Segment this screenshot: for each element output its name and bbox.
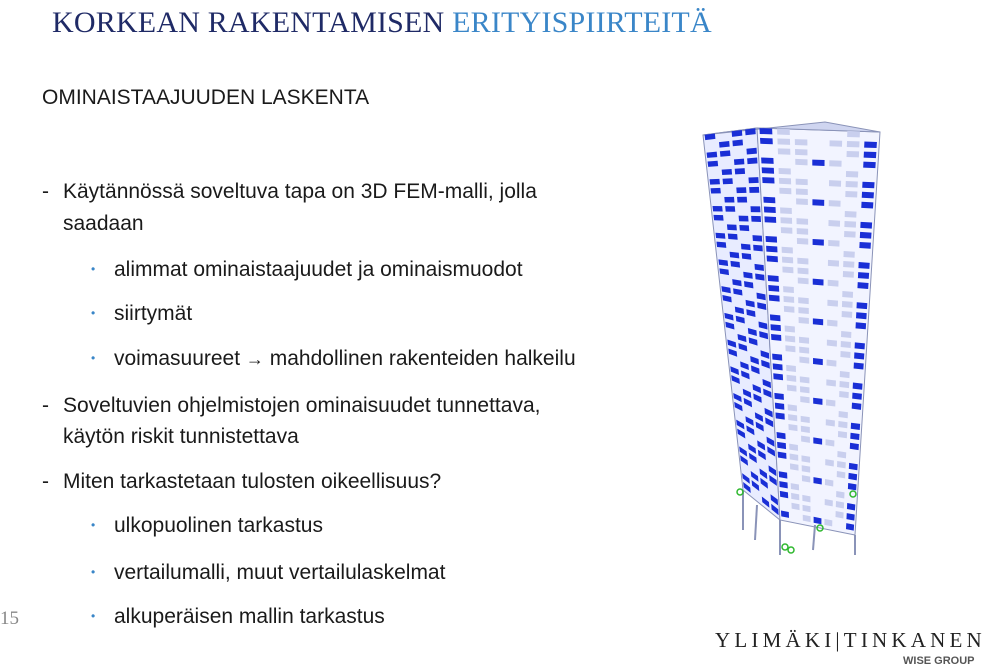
bullet-icon: • [91,351,96,365]
title-part1: KORKEAN RAKENTAMISEN [52,6,445,39]
company-logo [715,628,986,672]
fem-building-model-icon [695,110,890,560]
logo-name-left: YLIMÄKI [715,628,836,652]
bullet-icon: • [91,565,96,579]
slide-subtitle: OMINAISTAAJUUDEN LASKENTA [42,86,370,109]
dash-marker: - [42,180,49,203]
item-text-line1: Käytännössä soveltuva tapa on 3D FEM-malli, jolla [63,180,537,203]
logo-name-right: TINKANEN [843,628,986,652]
item-text-before: voimasuureet [114,347,241,370]
title-part2: ERITYISPIIRTEITÄ [452,6,712,39]
logo-wordmark [715,628,986,653]
item-text-line2: käytön riskit tunnistettava [63,425,299,448]
item-text: vertailumalli, muut vertailulaskelmat [114,561,446,584]
item-text: alkuperäisen mallin tarkastus [114,605,385,628]
logo-group-label: WISE GROUP [903,655,975,667]
item-text: siirtymät [114,302,193,325]
slide-title [52,6,712,40]
arrow-right-icon: → [245,349,264,369]
item-text-after: mahdollinen rakenteiden halkeilu [269,347,576,370]
dash-marker: - [42,470,49,493]
item-text: alimmat ominaistaajuudet ja ominaismuodot [114,258,523,281]
dash-marker: - [42,394,49,417]
bullet-icon: • [91,262,96,276]
item-text: ulkopuolinen tarkastus [114,514,323,537]
logo-separator: | [835,628,844,652]
item-text: Miten tarkastetaan tulosten oikeellisuus? [63,470,442,493]
bullet-icon: • [91,609,96,623]
item-text [114,343,576,375]
item-text-line1: Soveltuvien ohjelmistojen ominaisuudet tunnettava, [63,394,541,417]
bullet-icon: • [91,306,96,320]
page-number: 15 [0,608,19,629]
bullet-icon: • [91,518,96,532]
item-text-line2: saadaan [63,212,144,235]
